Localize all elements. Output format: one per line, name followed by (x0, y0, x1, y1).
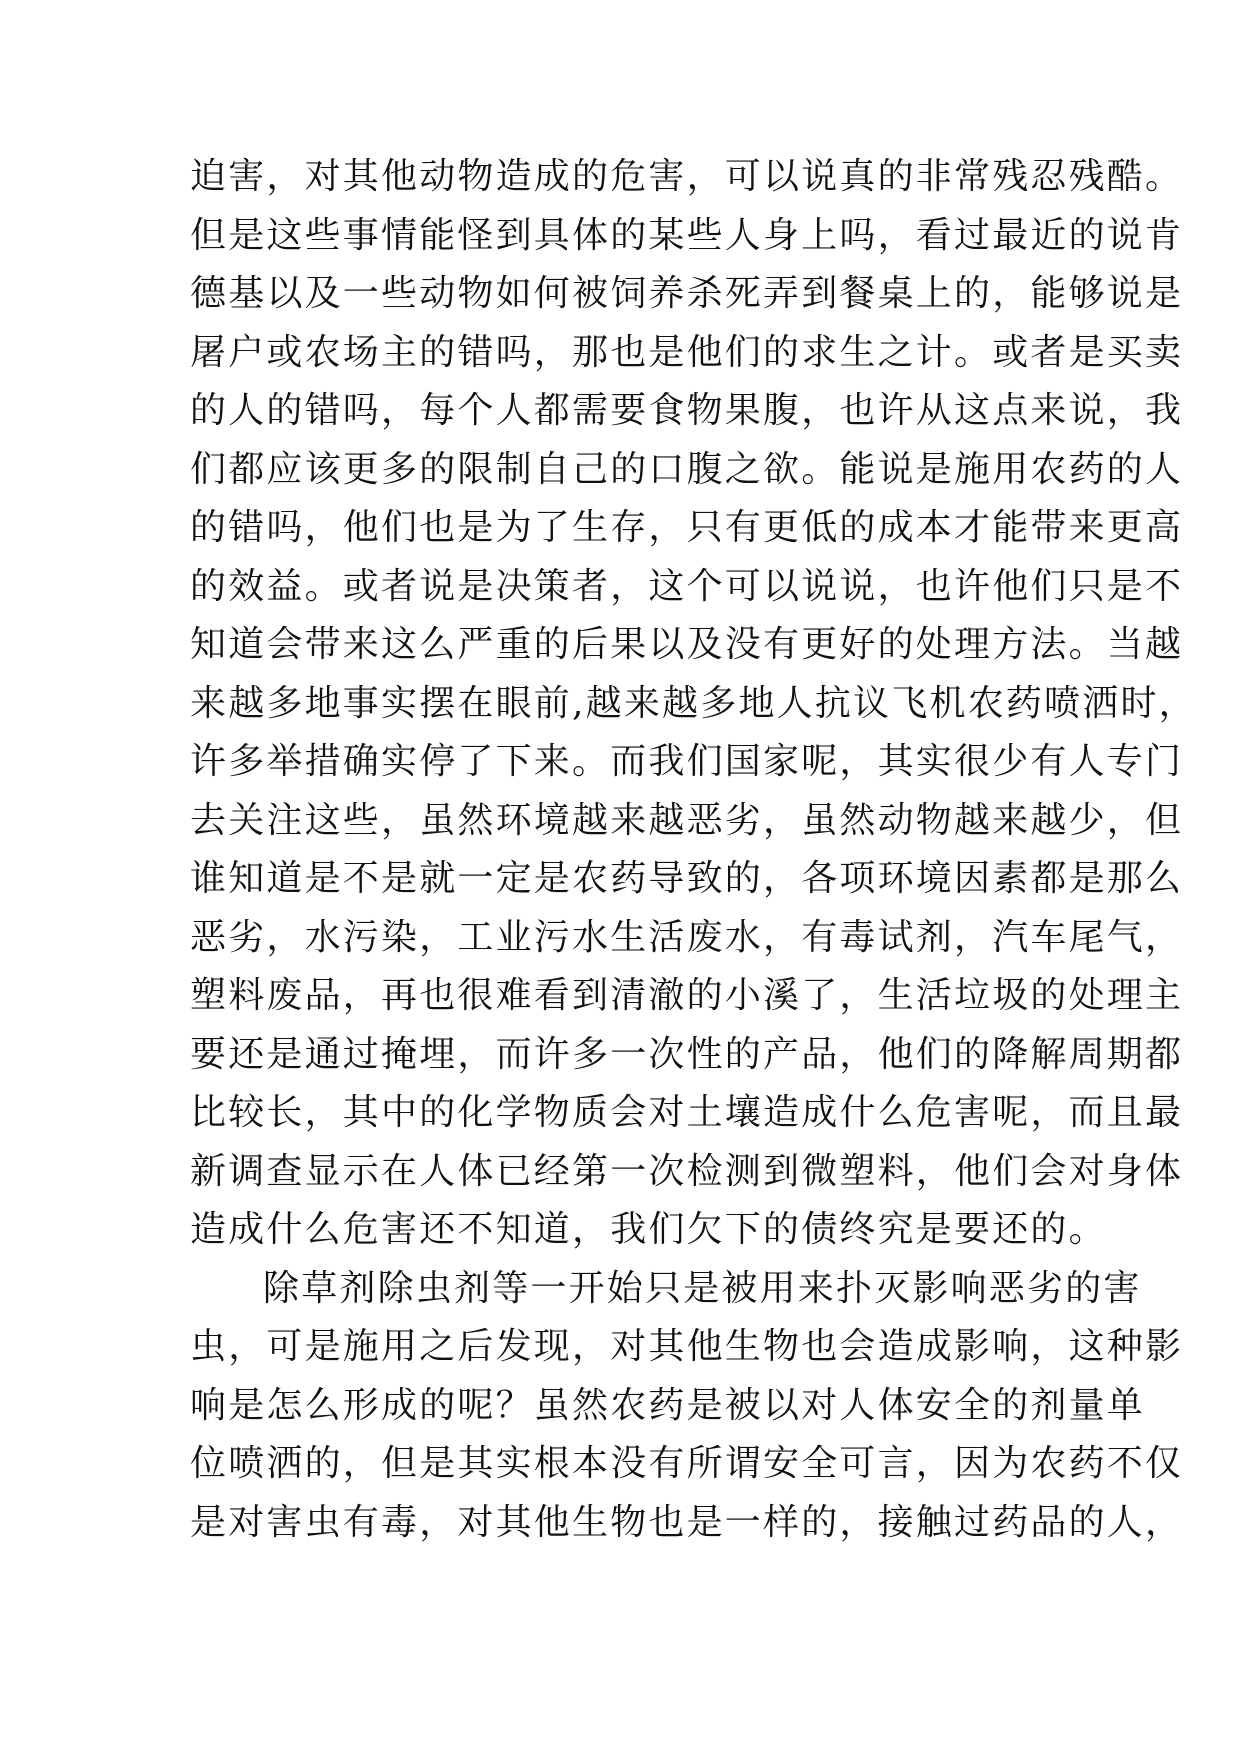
text-line: 要还是通过掩埋，而许多一次性的产品，他们的降解周期都 (190, 1033, 1184, 1075)
text-line: 的错吗，他们也是为了生存，只有更低的成本才能带来更高 (190, 507, 1184, 548)
text-line: 谁知道是不是就一定是农药导致的，各项环境因素都是那么 (190, 858, 1184, 899)
text-line: 知道会带来这么严重的后果以及没有更好的处理方法。当越 (190, 624, 1184, 665)
text-line: 去关注这些，虽然环境越来越恶劣，虽然动物越来越少，但 (190, 799, 1184, 841)
text-line: 恶劣，水污染，工业污水生活废水，有毒试剂，汽车尾气， (190, 916, 1184, 958)
text-line: 塑料废品，再也很难看到清澈的小溪了，生活垃圾的处理主 (190, 975, 1184, 1016)
text-line: 屠户或农场主的错吗，那也是他们的求生之计。或者是买卖 (190, 331, 1184, 373)
paragraph-2 (190, 1260, 1184, 1553)
text-line: 响是怎么形成的呢？虽然农药是被以对人体安全的剂量单 (190, 1384, 1146, 1426)
text-line: 是对害虫有毒，对其他生物也是一样的，接触过药品的人， (190, 1501, 1184, 1543)
text-line: 们都应该更多的限制自己的口腹之欲。能说是施用农药的人 (190, 448, 1184, 490)
text-line: 新调查显示在人体已经第一次检测到微塑料，他们会对身体 (190, 1150, 1184, 1192)
text-line: 来越多地事实摆在眼前,越来越多地人抗议飞机农药喷洒时， (190, 682, 1197, 724)
text-line: 的效益。或者说是决策者，这个可以说说，也许他们只是不 (190, 565, 1184, 607)
text-line: 但是这些事情能怪到具体的某些人身上吗，看过最近的说肯 (190, 214, 1184, 256)
text-line: 德基以及一些动物如何被饲养杀死弄到餐桌上的，能够说是 (190, 273, 1184, 314)
text-line: 造成什么危害还不知道，我们欠下的债终究是要还的。 (190, 1209, 1107, 1250)
text-line: 虫，可是施用之后发现，对其他生物也会造成影响，这种影 (190, 1326, 1184, 1367)
text-line: 迫害，对其他动物造成的危害，可以说真的非常残忍残酷。 (190, 156, 1184, 197)
text-line: 的人的错吗，每个人都需要食物果腹，也许从这点来说，我 (190, 390, 1184, 431)
paragraph-1 (190, 148, 1197, 1260)
text-line: 比较长，其中的化学物质会对土壤造成什么危害呢，而且最 (190, 1092, 1184, 1133)
document-body (190, 148, 1197, 1552)
text-line-indented: 除草剂除虫剂等一开始只是被用来扑灭影响恶劣的害 (263, 1267, 1142, 1309)
text-line: 许多举措确实停了下来。而我们国家呢，其实很少有人专门 (190, 741, 1184, 782)
text-line: 位喷洒的，但是其实根本没有所谓安全可言，因为农药不仅 (190, 1443, 1184, 1484)
